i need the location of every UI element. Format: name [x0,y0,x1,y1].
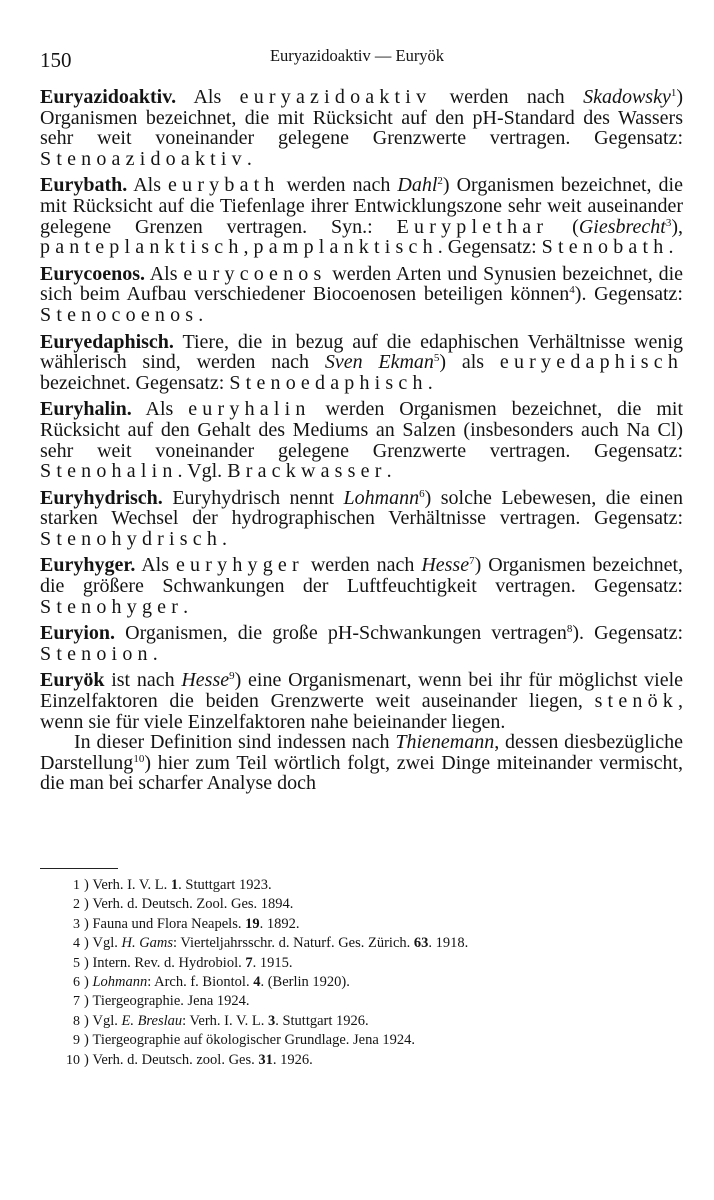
entry-term: Euryhalin. [40,398,132,421]
footnote: 3 ) Fauna und Flora Neapels. 19 . 1892. [73,915,300,932]
footnote: 6 ) Lohmann : Arch. f. Biontol. 4 . (Berlin 1920). [73,974,350,991]
entry-euryedaphisch: Euryedaphisch. Tiere, die in bezug auf die edaphischen Verhältnisse wenig wählerisch sind, werden nach Sven Ekman$^5$) als euryedaphisch bezeichnet. Gegensatz: Stenoedaphisch. [40,330,684,394]
entry-euryion: Euryion. Organismen, die große pH-Schwankungen vertragen$^8$). Gegensatz: Stenoion. [40,622,684,665]
entry-euryhydrisch: Euryhydrisch. Euryhydrisch nennt Lohmann$^6$) solche Lebewesen, die einen starken Wechsel der hydrographischen Verhältnisse vertragen. Gegensatz: Stenohydrisch. [40,486,684,550]
footnote: 2 ) Verh. d. Deutsch. Zool. Ges. 1894. [73,896,294,913]
entry-term: Eurybath. [40,174,128,197]
entry-term: Euryök [40,669,105,692]
entry-term: Euryhydrisch. [40,486,163,509]
entry-term: Euryhyger. [40,554,136,577]
entry-term: Eurycoenos. [40,262,145,285]
footnote: 4 ) Vgl. H. Gams : Vierteljahrsschr. d. Naturf. Ges. Zürich. 63 . 1918. [73,935,469,952]
footnote: 5 ) Intern. Rev. d. Hydrobiol. 7 . 1915. [73,954,293,971]
footnote-divider [40,868,118,869]
footnote: 1 ) Verh. I. V. L. 1 . Stuttgart 1923. [73,877,272,893]
footnote: 9 ) Tiergeographie auf ökologischer Grundlage. Jena 1924. [73,1032,416,1049]
page-body [40,87,683,794]
footnotes [40,876,680,1070]
running-head: Euryazidoaktiv — Euryök [269,46,445,65]
footnote: 8 ) Vgl. E. Breslau : Verh. I. V. L. 3 . Stuttgart 1926. [73,1012,369,1029]
entry-euryoek: Euryök ist nach Hesse$^9$) eine Organismenart, wenn bei ihr für möglichst viele Einzelfaktoren die beiden Grenzwerte weit auseinander liegen, stenök, wenn sie für viele Einzelfaktoren nahe beieinander liegen. [40,669,684,733]
entry-euryoek-continuation: In dieser Definition sind indessen nach Thienemann, dessen diesbezügliche Darstellung$^{10}$) hier zum Teil wörtlich folgt, zwei Dinge miteinander vermischt, die man bei scharfer Analyse doch [40,731,683,795]
entry-euryhalin: Euryhalin. Als euryhalin werden Organismen bezeichnet, die mit Rücksicht auf den Gehalt des Mediums an Salzen (insbesonders auch Na Cl) sehr weit voneinander gelegene Grenzwerte vertragen. Gegensatz: Stenohalin. Vgl. Brackwasser. [40,398,683,483]
entry-term: Euryazidoaktiv. [40,86,177,108]
footnote: 10 ) Verh. d. Deutsch. zool. Ges. 31 . 1926. [66,1051,313,1068]
page-number: 150 [40,48,72,72]
entry-term: Euryion. [40,622,116,645]
entry-euryhyger: Euryhyger. Als euryhyger werden nach Hesse$^7$) Organismen bezeichnet, die größere Schwankungen der Luftfeuchtigkeit vertragen. Gegensatz: Stenohyger. [40,554,684,618]
entry-eurycoenos: Eurycoenos. Als eurycoenos werden Arten und Synusien bezeichnet, die sich beim Aufbau verschiedener Biocoenosen beteiligen können$^4$). Gegensatz: Stenocoenos. [40,262,684,326]
footnote: 7 ) Tiergeographie. Jena 1924. [73,993,250,1010]
entry-euryazidoaktiv: Euryazidoaktiv. Als euryazidoaktiv werden nach Skadowsky$^1$) Organismen bezeichnet, die mit Rücksicht auf den pH-Standard des Wassers sehr weit voneinander gelegene Grenzwerte vertragen. Gegensatz: Stenoazidoaktiv. [40,86,683,170]
entry-term: Euryedaphisch. [40,330,174,353]
entry-eurybath: Eurybath. Als eurybath werden nach Dahl$^2$) Organismen bezeichnet, die mit Rücksicht auf die Tiefenlage ihrer Entwicklungszone sehr weit auseinander gelegene Grenzen vertragen. Syn.: Euryplethar (Giesbrecht$^3$), panteplanktisch, pamplanktisch. Gegensatz: Stenobath. [40,174,683,259]
